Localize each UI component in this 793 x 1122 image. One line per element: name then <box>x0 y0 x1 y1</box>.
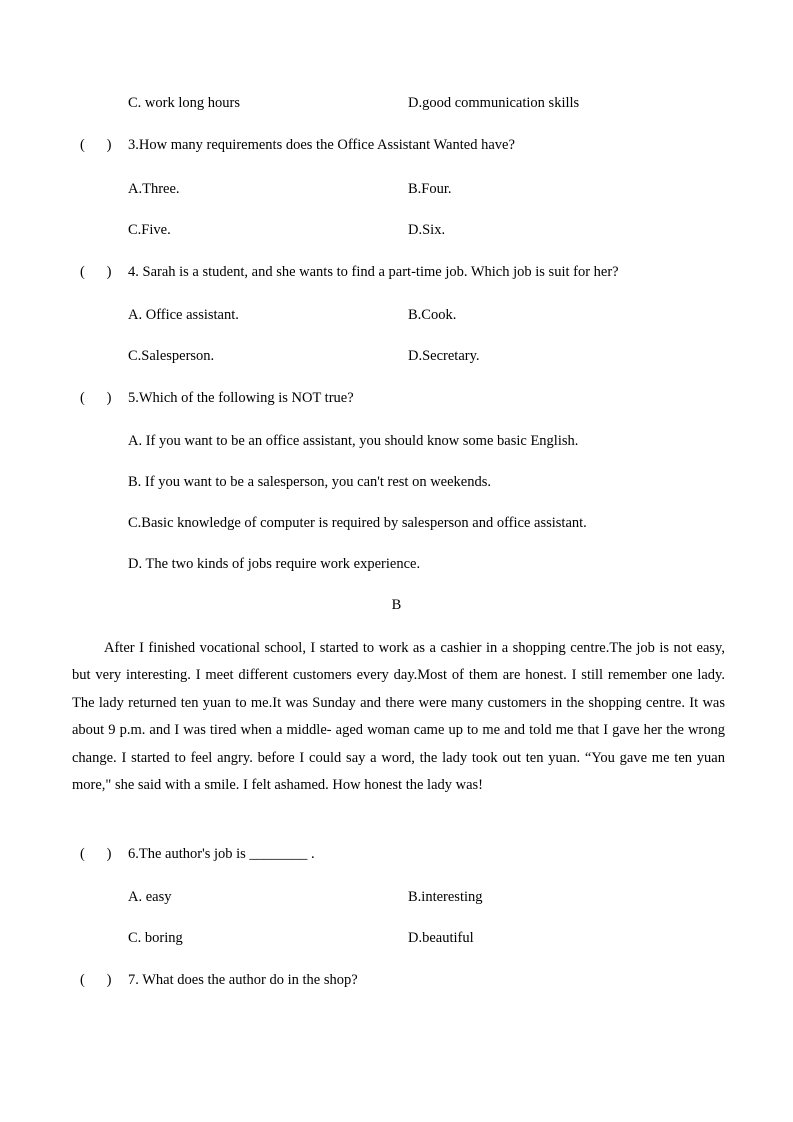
q5-option-a: A. If you want to be an office assistant, you should know some basic English. <box>128 433 579 449</box>
q2-option-c: C. work long hours <box>128 95 240 111</box>
question-3: 3.How many requirements does the Office Assistant Wanted have? <box>128 137 515 153</box>
q6-option-b: B.interesting <box>408 889 483 905</box>
q3-option-c: C.Five. <box>128 222 171 238</box>
q4-option-a: A. Office assistant. <box>128 307 239 323</box>
question-5: 5.Which of the following is NOT true? <box>128 390 354 406</box>
question-4: 4. Sarah is a student, and she wants to find a part-time job. Which job is suit for her? <box>128 264 619 280</box>
q3-option-d: D.Six. <box>408 222 446 238</box>
q4-option-d: D.Secretary. <box>408 348 480 364</box>
question-6: 6.The author's job is ________ . <box>128 846 315 862</box>
section-heading-b: B <box>391 597 402 613</box>
q4-option-c: C.Salesperson. <box>128 348 215 364</box>
q5-option-d: D. The two kinds of jobs require work experience. <box>128 556 421 572</box>
reading-passage: After I finished vocational school, I started to work as a cashier in a shopping centre.The job is not easy, but very interesting. I meet different customers every day.Most of them are honest. I still remember one lady. The lady returned ten yuan to me.It was Sunday and there were many customers in the shopping centre. It was about 9 p.m. and I was tired when a middle- aged woman came up to me and told me that I gave her the wrong change. I started to feel angry. before I could say a word, the lady took out ten yuan. “You gave me ten yuan more," she said with a smile. I felt ashamed. How honest the lady was! <box>72 640 725 794</box>
q3-option-a: A.Three. <box>128 181 180 197</box>
answer-bracket-q4: ( ) <box>80 264 112 280</box>
question-7: 7. What does the author do in the shop? <box>128 972 358 988</box>
q3-option-b: B.Four. <box>408 181 452 197</box>
q6-option-a: A. easy <box>128 889 172 905</box>
q6-option-d: D.beautiful <box>408 930 474 946</box>
q5-option-c: C.Basic knowledge of computer is required by salesperson and office assistant. <box>128 515 587 531</box>
q6-option-c: C. boring <box>128 930 183 946</box>
answer-bracket-q3: ( ) <box>80 137 112 153</box>
answer-bracket-q5: ( ) <box>80 390 112 406</box>
answer-bracket-q7: ( ) <box>80 972 112 988</box>
q5-option-b: B. If you want to be a salesperson, you can't rest on weekends. <box>128 474 492 490</box>
q4-option-b: B.Cook. <box>408 307 457 323</box>
answer-bracket-q6: ( ) <box>80 846 112 862</box>
q2-option-d: D.good communication skills <box>408 95 580 111</box>
